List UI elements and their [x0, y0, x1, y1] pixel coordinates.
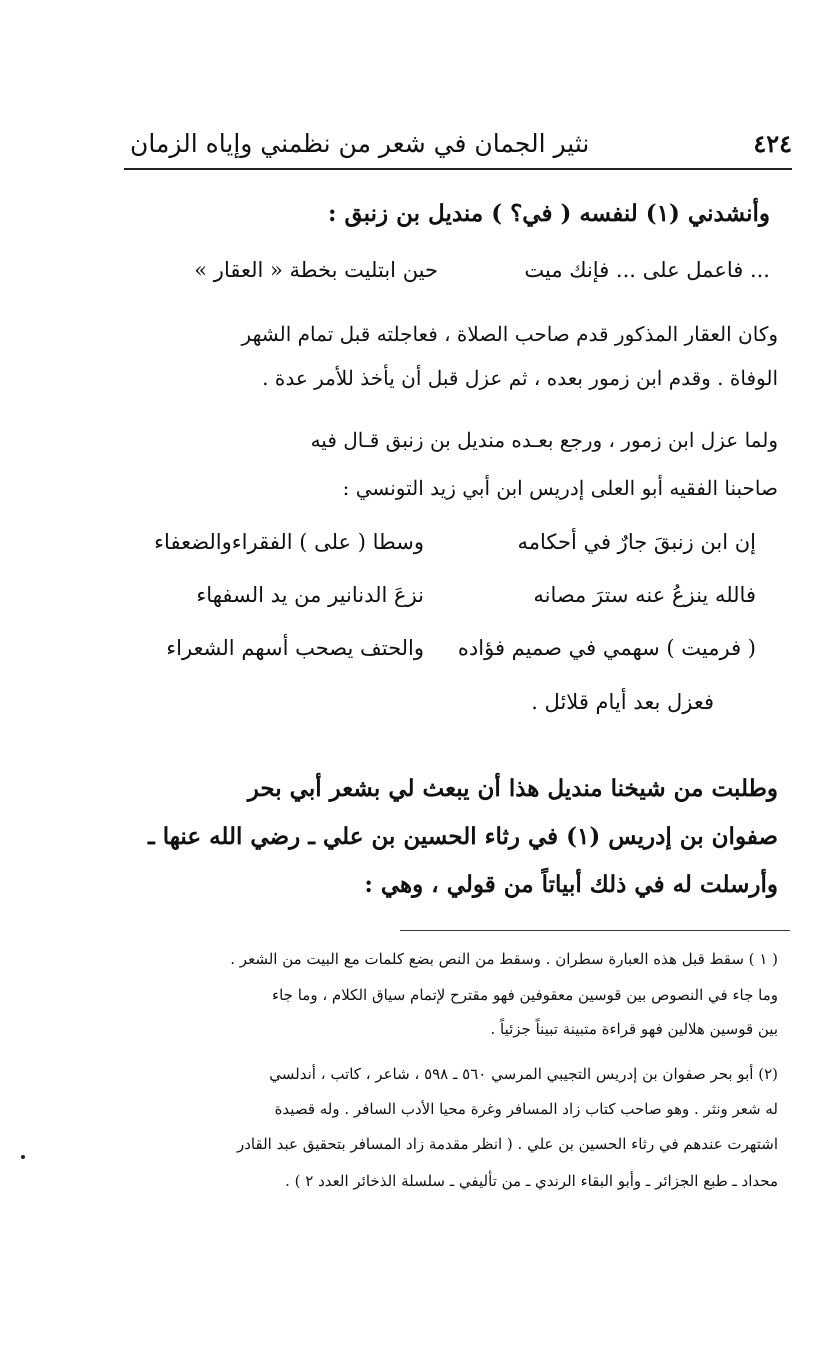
poem-verse [154, 530, 756, 554]
poem-hemistich-first: فالله ينزعُ عنه سترَ مصانه [533, 583, 756, 607]
scan-speck [21, 1155, 25, 1159]
paragraph-line: وطلبت من شيخنا منديل هذا أن يبعث لي بشعر أبي بحر [247, 775, 778, 802]
poem-verse [196, 583, 756, 607]
verse-row [194, 258, 770, 282]
paragraph-line: ولما عزل ابن زمور ، ورجع بعـده منديل بن زنبق قـال فيه [310, 428, 778, 452]
footnote-line: (٢) أبو بحر صفوان بن إدريس التجيبي المرسي ٥٦٠ ـ ٥٩٨ ، شاعر ، كاتب ، أندلسي [269, 1065, 778, 1083]
footnote-line: اشتهرت عندهم في رثاء الحسين بن علي . ( انظر مقدمة زاد المسافر بتحقيق عبد القادر [236, 1135, 778, 1153]
paragraph-line: وأرسلت له في ذلك أبياتاً من قولي ، وهي : [364, 871, 778, 898]
paragraph-line: صاحبنا الفقيه أبو العلى إدريس ابن أبي زيد التونسي : [342, 476, 778, 500]
intro-line: وأنشدني (١) لنفسه ( في؟ ) منديل بن زنبق : [327, 200, 770, 227]
verse-hemistich-second: حين ابتليت بخطة « العقار » [194, 258, 438, 282]
page-header [124, 118, 792, 170]
verse-hemistich-first: ... فاعمل على ... فإنك ميت [524, 258, 770, 282]
poem-hemistich-second: وسطا ( على ) الفقراءوالضعفاء [154, 530, 424, 554]
footnote-line: محداد ـ طبع الجزائر ـ وأبو البقاء الرندي ـ من تأليفي ـ سلسلة الذخائر العدد ٢ ) . [285, 1172, 778, 1190]
running-title: نثير الجمان في شعر من نظمني وإياه الزمان [130, 129, 590, 158]
paragraph-line: الوفاة . وقدم ابن زمور بعده ، ثم عزل قبل أن يأخذ للأمر عدة . [262, 366, 778, 390]
footnote-line: بين قوسين هلالين فهو قراءة متبينة تبيناً جزئياً . [490, 1020, 778, 1038]
poem-hemistich-second: نزعَ الدنانير من يد السفهاء [196, 583, 424, 607]
page-number: ٤٢٤ [753, 129, 792, 158]
paragraph-line: وكان العقار المذكور قدم صاحب الصلاة ، فعاجلته قبل تمام الشهر [241, 322, 778, 346]
paragraph-line: صفوان بن إدريس (١) في رثاء الحسين بن علي ـ رضي الله عنها ـ [148, 823, 778, 850]
footnote-line: ( ١ ) سقط قبل هذه العبارة سطران . وسقط من النص بضع كلمات مع البيت من الشعر . [230, 950, 778, 968]
closing-line: فعزل بعد أيام قلائل . [531, 690, 714, 714]
footnote-divider [400, 930, 790, 931]
footnote-line: له شعر ونثر . وهو صاحب كتاب زاد المسافر وغرة محيا الأدب السافر . وله قصيدة [274, 1100, 778, 1118]
poem-hemistich-first: ( فرميت ) سهمي في صميم فؤاده [457, 636, 756, 660]
footnote-line: وما جاء في النصوص بين قوسين معقوفين فهو مقترح لإتمام سياق الكلام ، وما جاء [272, 986, 778, 1004]
poem-hemistich-first: إن ابن زنبقَ جارٌ في أحكامه [517, 530, 756, 554]
poem-verse [166, 636, 756, 660]
poem-hemistich-second: والحتف يصحب أسهم الشعراء [166, 636, 424, 660]
